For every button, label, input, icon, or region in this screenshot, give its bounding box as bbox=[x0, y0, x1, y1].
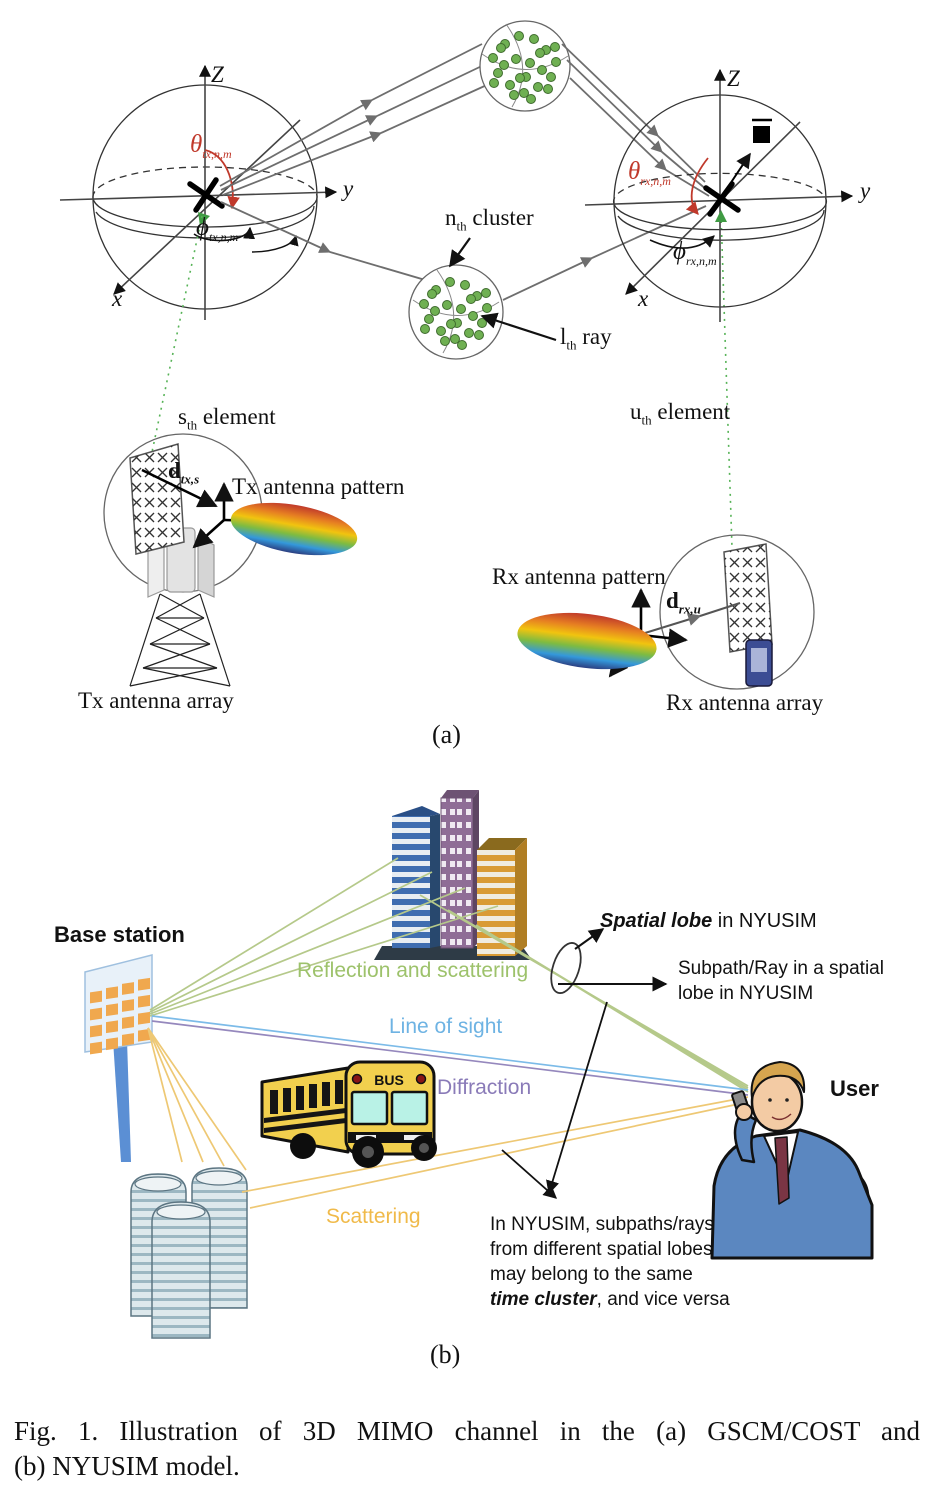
d-tx-label: $d_{tx,s}$ bbox=[168, 458, 200, 487]
tx-sphere bbox=[60, 66, 336, 320]
base-station-graphic bbox=[85, 955, 152, 1162]
tx-array-label: Tx antenna array bbox=[78, 688, 234, 713]
cluster-pointer-arrow bbox=[450, 238, 470, 266]
rx-element-link-dotted bbox=[721, 214, 733, 578]
cluster-label: $n_{th}$ cluster bbox=[445, 205, 534, 234]
user-label: User bbox=[830, 1076, 879, 1101]
rx-element-label: $u_{th}$ element bbox=[630, 399, 731, 428]
spatial-lobe-arrow bbox=[575, 929, 603, 949]
panel-b-illustration bbox=[0, 790, 934, 1410]
tx-element-label: $s_{th}$ element bbox=[178, 404, 276, 433]
panel-a-tag: (a) bbox=[432, 720, 461, 749]
note-arrow-2 bbox=[502, 1150, 556, 1198]
nyusim-note: In NYUSIM, subpaths/rays from different spatial lobes may belong to the same time cluster, and vice versa bbox=[490, 1214, 730, 1310]
rx-axis-x-label: x bbox=[638, 286, 649, 311]
theta-tx-label: $\theta_{tx,n,m}$ bbox=[190, 131, 232, 161]
cluster-bottom bbox=[409, 265, 503, 359]
rx-sphere bbox=[585, 70, 852, 322]
diffraction-label: Diffraction bbox=[437, 1076, 532, 1099]
d-rx-label: $d_{rx,u}$ bbox=[666, 588, 701, 617]
reflection-label: Reflection and scattering bbox=[297, 959, 529, 982]
scattering-label: Scattering bbox=[326, 1205, 421, 1228]
tx-tower bbox=[130, 594, 230, 686]
theta-rx-label: $\theta_{rx,n,m}$ bbox=[628, 158, 671, 188]
rx-antenna-graphic bbox=[514, 535, 814, 689]
rx-axis-z-label: Z bbox=[727, 66, 740, 91]
rx-axis-y-label: y bbox=[860, 178, 871, 203]
ray-label: $l_{th}$ ray bbox=[560, 324, 612, 353]
subpath-label: Subpath/Ray in a spatial lobe in NYUSIM bbox=[678, 958, 884, 1004]
tx-antenna-graphic bbox=[104, 434, 361, 686]
figure-caption bbox=[14, 1414, 920, 1484]
rx-pattern-lobe bbox=[514, 606, 660, 677]
spatial-lobe-label: Spatial lobe in NYUSIM bbox=[600, 910, 817, 932]
multipath-rays bbox=[220, 44, 500, 302]
base-station-label: Base station bbox=[54, 922, 185, 947]
phi-tx-label: $\phi_{tx,n,m}$ bbox=[196, 214, 239, 244]
tx-axis-y-label: y bbox=[343, 176, 354, 201]
tx-pattern-lobe bbox=[227, 494, 361, 563]
cluster-top bbox=[480, 21, 570, 111]
bus-sign-text: BUS bbox=[374, 1072, 404, 1088]
tx-pattern-label: Tx antenna pattern bbox=[232, 474, 405, 499]
panel-b-tag: (b) bbox=[430, 1340, 461, 1369]
bus-graphic bbox=[262, 1062, 437, 1168]
note-arrow-1 bbox=[549, 1002, 607, 1193]
caption-line-2: (b) NYUSIM model. bbox=[14, 1451, 240, 1481]
tx-axis-x-label: x bbox=[112, 286, 123, 311]
rx-pattern-label: Rx antenna pattern bbox=[492, 564, 666, 589]
rx-array-label: Rx antenna array bbox=[666, 690, 824, 715]
tx-axis-z-label: Z bbox=[211, 62, 224, 87]
phi-rx-label: $\phi_{rx,n,m}$ bbox=[673, 238, 717, 268]
los-label: Line of sight bbox=[389, 1015, 503, 1038]
reflection-buildings bbox=[374, 790, 532, 960]
caption-line-1: Fig. 1. Illustration of 3D MIMO channel in the (a) GSCM/COST and bbox=[14, 1416, 920, 1446]
scattering-towers bbox=[131, 1168, 247, 1338]
